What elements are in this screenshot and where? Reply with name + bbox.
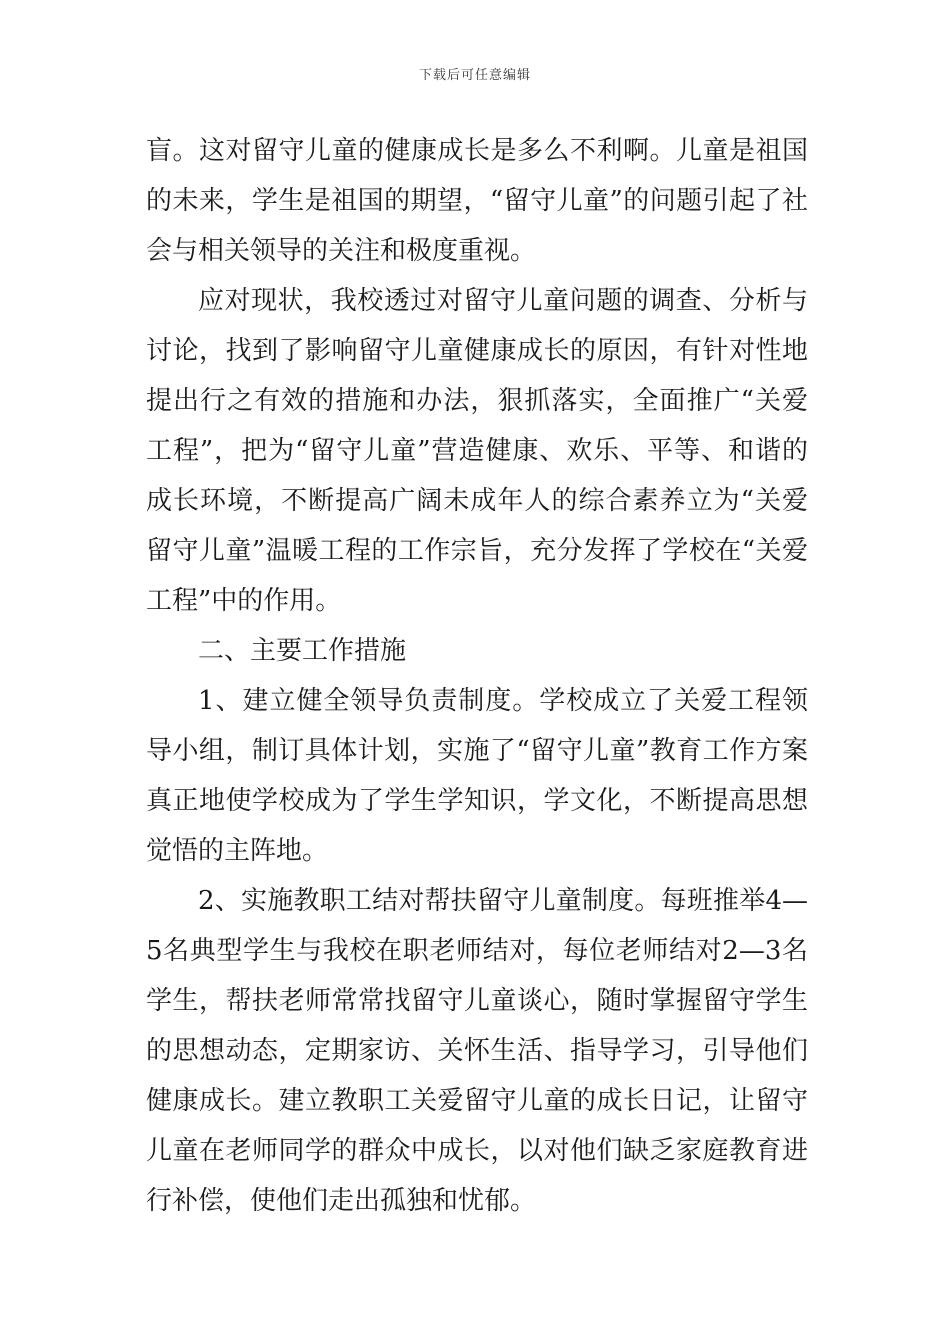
section-heading-main-measures: 二、主要工作措施 — [198, 636, 407, 666]
paragraph-1: 盲。这对留守儿童的健康成长是多么不利啊。儿童是祖国的未来，学生是祖国的期望，“留守儿童”的问题引起了社会与相关领导的关注和极度重视。 — [146, 136, 808, 266]
paragraph-measure-2: 2、实施教职工结对帮扶留守儿童制度。每班推举4—5名典型学生与我校在职老师结对，每位老师结对2—3名学生，帮扶老师常常找留守儿童谈心，随时掌握留守学生的思想动态，定期家访、关怀生活、指导学习，引导他们健康成长。建立教职工关爱留守儿童的成长日记，让留守儿童在老师同学的群众中成长，以对他们缺乏家庭教育进行补偿，使他们走出孤独和忧郁。 — [146, 886, 808, 1216]
page-header-note: 下载后可任意编辑 — [418, 68, 531, 83]
paragraph-2: 应对现状，我校透过对留守儿童问题的调查、分析与讨论，找到了影响留守儿童健康成长的原因，有针对性地提出行之有效的措施和办法，狠抓落实，全面推广“关爱工程”，把为“留守儿童”营造健康、欢乐、平等、和谐的成长环境，不断提高广阔未成年人的综合素养立为“关爱留守儿童”温暖工程的工作宗旨，充分发挥了学校在“关爱工程”中的作用。 — [146, 286, 808, 616]
paragraph-measure-1: 1、建立健全领导负责制度。学校成立了关爱工程领导小组，制订具体计划，实施了“留守儿童”教育工作方案真正地使学校成为了学生学知识，学文化，不断提高思想觉悟的主阵地。 — [146, 686, 808, 866]
document-body — [146, 126, 808, 1226]
